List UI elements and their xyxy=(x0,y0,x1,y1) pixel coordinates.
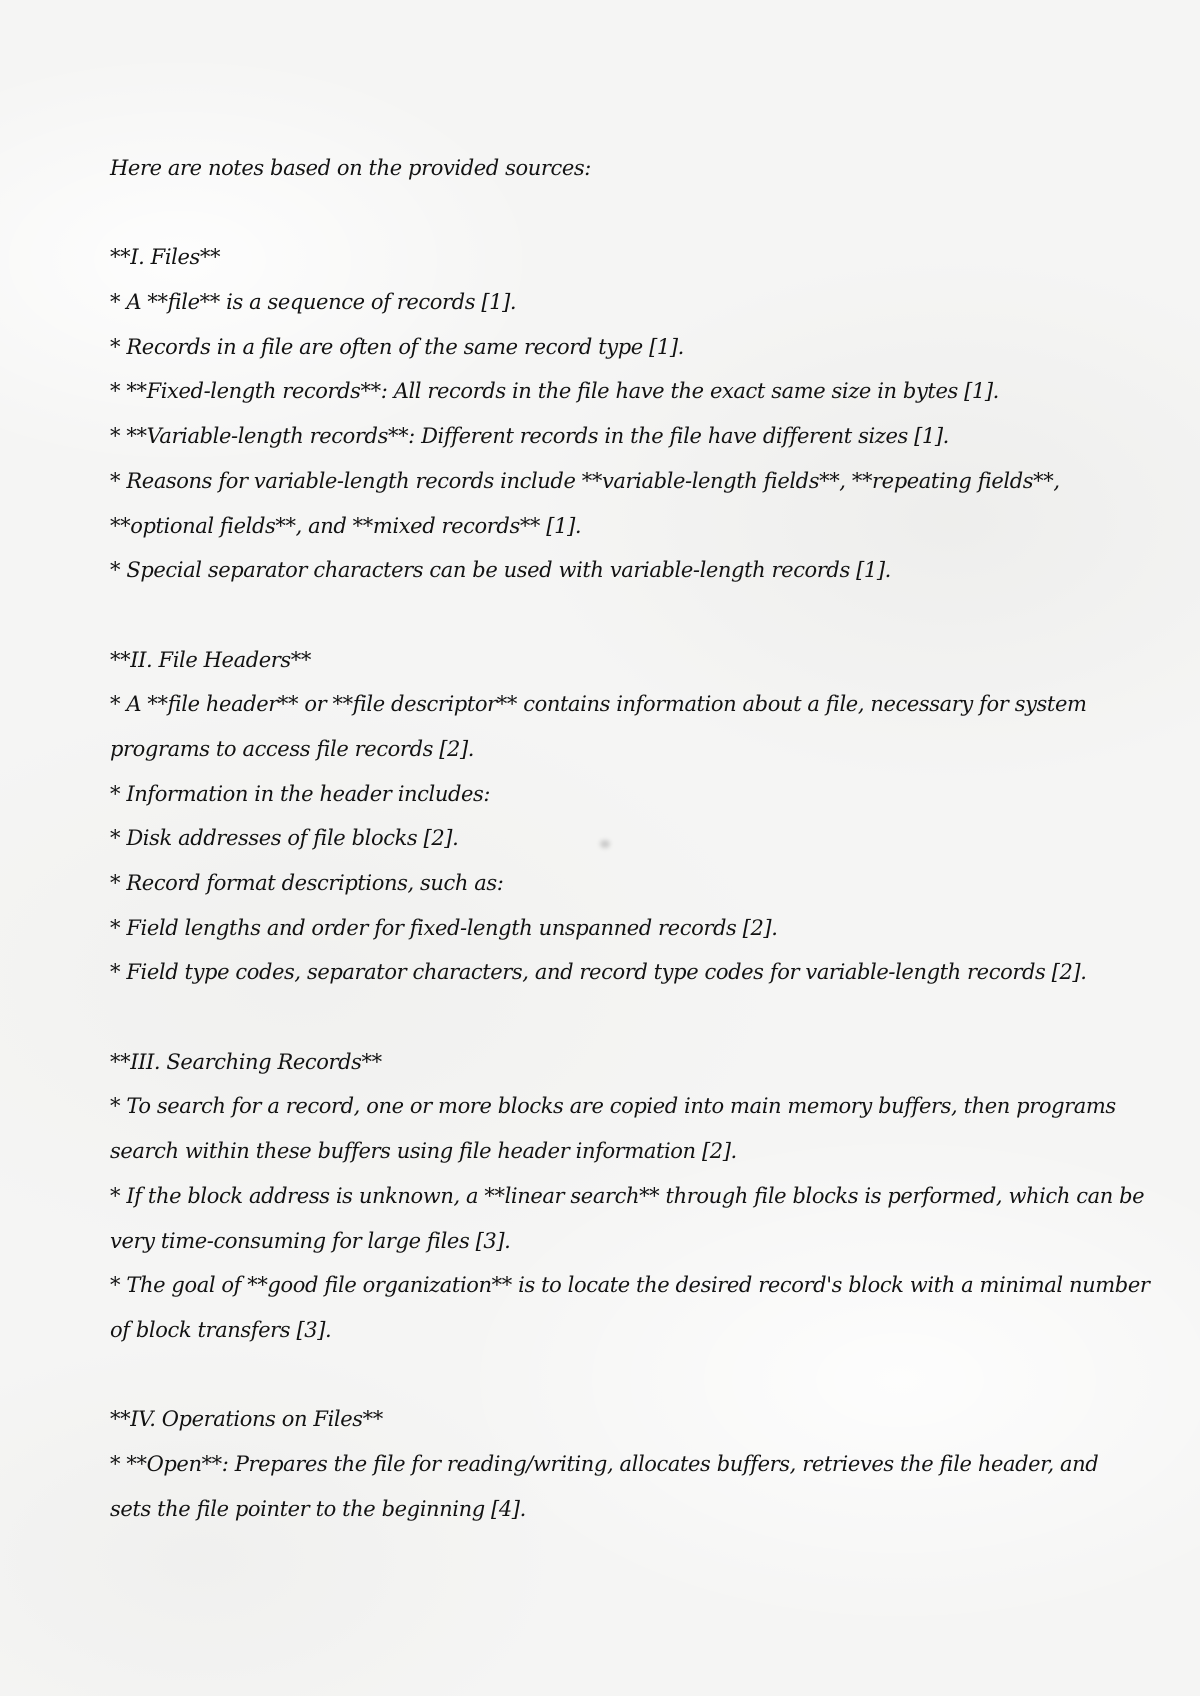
section-searching-records xyxy=(110,1040,1150,1353)
note-line: of block transfers [3]. xyxy=(110,1317,332,1342)
note-line: sets the file pointer to the beginning [4]. xyxy=(110,1496,526,1521)
note-line: * Field lengths and order for fixed-length unspanned records [2]. xyxy=(110,915,778,940)
note-line: * If the block address is unknown, a **linear search** through file blocks is performed, which can be xyxy=(110,1183,1145,1208)
note-line: * Reasons for variable-length records include **variable-length fields**, **repeating fields**, xyxy=(110,468,1060,493)
note-line: * Disk addresses of file blocks [2]. xyxy=(110,826,459,851)
section-heading: **I. Files** xyxy=(110,245,221,270)
note-line: * Field type codes, separator characters, and record type codes for variable-length records [2]. xyxy=(110,960,1087,985)
spacer xyxy=(110,191,1130,236)
section-operations-on-files xyxy=(110,1397,1130,1531)
section-files xyxy=(110,235,1130,593)
note-line: search within these buffers using file header information [2]. xyxy=(110,1139,737,1164)
note-line: * **Open**: Prepares the file for reading/writing, allocates buffers, retrieves the file header, and xyxy=(110,1451,1099,1476)
note-line: **optional fields**, and **mixed records** [1]. xyxy=(110,513,582,538)
note-line: * Special separator characters can be used with variable-length records [1]. xyxy=(110,558,891,583)
section-heading: **III. Searching Records** xyxy=(110,1049,382,1074)
spacer xyxy=(110,1353,1130,1398)
note-line: * Records in a file are often of the same record type [1]. xyxy=(110,334,684,359)
note-line: * The goal of **good file organization** is to locate the desired record's block with a minimal number xyxy=(110,1273,1150,1298)
note-line: * A **file** is a sequence of records [1]. xyxy=(110,290,517,315)
note-line: very time-consuming for large files [3]. xyxy=(110,1228,511,1253)
section-heading: **IV. Operations on Files** xyxy=(110,1407,383,1432)
note-line: * Record format descriptions, such as: xyxy=(110,871,504,895)
spacer xyxy=(110,593,1130,638)
notes-document xyxy=(110,146,1150,1531)
note-line: * **Variable-length records**: Different records in the file have different sizes [1]. xyxy=(110,424,949,449)
section-heading: **II. File Headers** xyxy=(110,647,311,672)
spacer xyxy=(110,995,1130,1040)
note-line: * Information in the header includes: xyxy=(110,781,491,806)
note-line: * **Fixed-length records**: All records in the file have the exact same size in bytes [1]. xyxy=(110,379,999,404)
note-line: programs to access file records [2]. xyxy=(110,736,475,761)
note-line: * To search for a record, one or more blocks are copied into main memory buffers, then programs xyxy=(110,1094,1116,1119)
intro-line: Here are notes based on the provided sources: xyxy=(110,156,591,180)
section-file-headers xyxy=(110,638,1130,996)
note-line: * A **file header** or **file descriptor** contains information about a file, necessary for system xyxy=(110,692,1087,717)
